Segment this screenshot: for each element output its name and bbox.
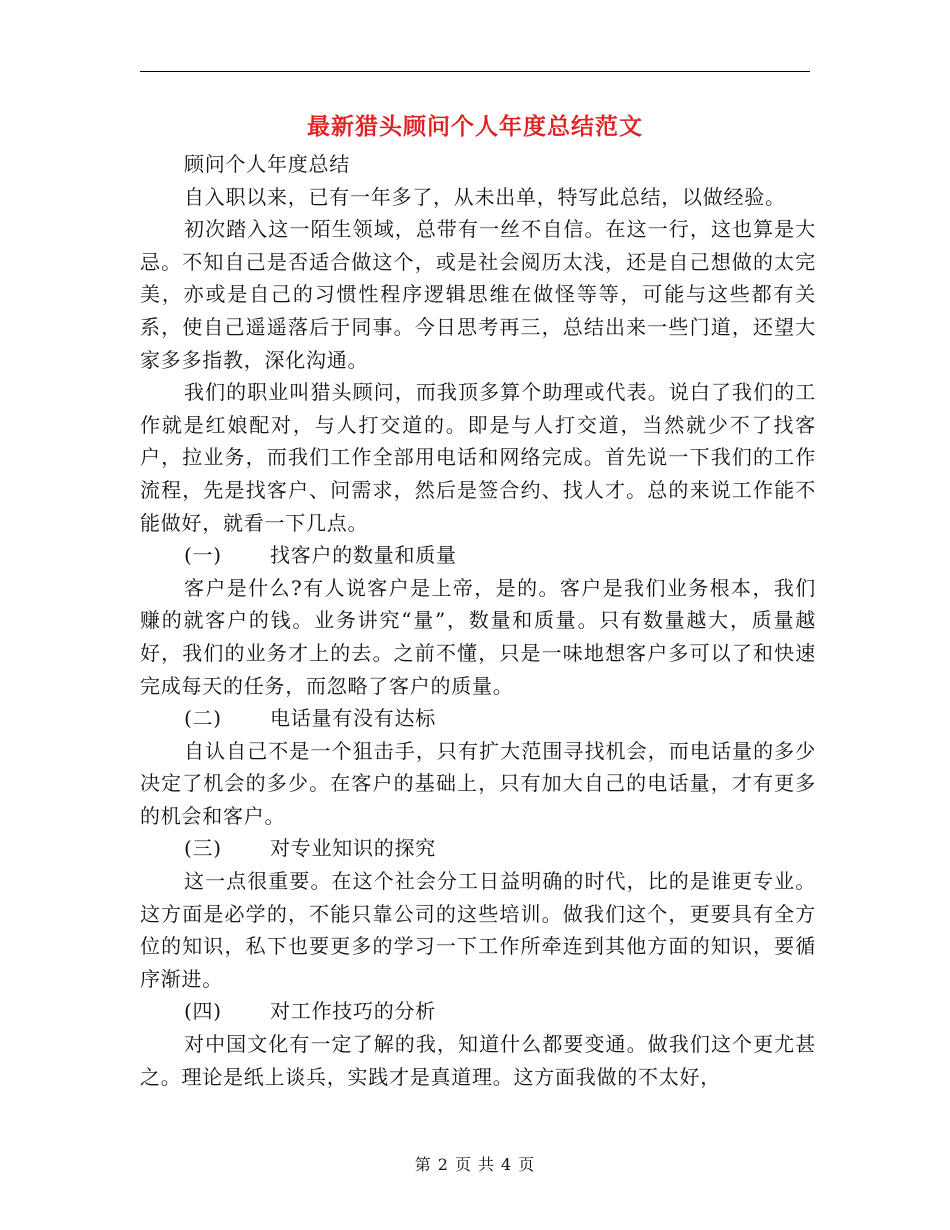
paragraph-subtitle: 顾问个人年度总结 (184, 152, 350, 176)
footer-total-label: 共 (478, 1155, 496, 1174)
section-heading-1 (140, 539, 816, 572)
section-number-1: (一) (184, 543, 222, 568)
document-body (140, 148, 816, 1093)
section-heading-4 (140, 995, 816, 1028)
section-title-1: 找客户的数量和质量 (270, 543, 457, 568)
section-heading-3 (140, 832, 816, 865)
footer-current-page: 2 (437, 1155, 449, 1174)
document-title: 最新猎头顾问个人年度总结范文 (307, 113, 643, 140)
section-number-4: (四) (184, 999, 222, 1024)
section-title-2: 电话量有没有达标 (270, 706, 436, 731)
header-rule (140, 71, 810, 72)
section-3-paragraph: 这一点很重要。在这个社会分工日益明确的时代，比的是谁更专业。这方面是必学的，不能只靠公司的这些培训。做我们这个，更要具有全方位的知识，私下也要更多的学习一下工作所牵连到其他方面的知识，要循序渐进。 (140, 869, 816, 991)
footer-total-unit: 页 (518, 1155, 536, 1174)
section-number-3: (三) (184, 836, 222, 861)
section-2-paragraph: 自认自己不是一个狙击手，只有扩大范围寻找机会，而电话量的多少决定了机会的多少。在客户的基础上，只有加大自己的电话量，才有更多的机会和客户。 (140, 738, 816, 828)
footer-page-unit: 页 (454, 1155, 472, 1174)
page-footer (0, 1153, 950, 1177)
footer-total-pages: 4 (501, 1155, 513, 1174)
section-1-paragraph: 客户是什么?有人说客户是上帝，是的。客户是我们业务根本，我们赚的就客户的钱。业务讲究“量”，数量和质量。只有数量越大，质量越好，我们的业务才上的去。之前不懂，只是一味地想客户多可以了和快速完成每天的任务，而忽略了客户的质量。 (140, 575, 816, 698)
section-number-2: (二) (184, 706, 222, 731)
paragraph-job-description: 我们的职业叫猎头顾问，而我顶多算个助理或代表。说白了我们的工作就是红娘配对，与人打交道的。即是与人打交道，当然就少不了找客户，拉业务，而我们工作全部用电话和网络完成。首先说一下我们的工作流程，先是找客户、问需求，然后是签合约、找人才。总的来说工作能不能做好，就看一下几点。 (140, 380, 816, 535)
section-4-paragraph: 对中国文化有一定了解的我，知道什么都要变通。做我们这个更尤甚之。理论是纸上谈兵，实践才是真道理。这方面我做的不太好， (140, 1032, 816, 1089)
footer-page-label: 第 (414, 1155, 432, 1174)
section-title-4: 对工作技巧的分析 (270, 999, 436, 1024)
paragraph-first-entry: 初次踏入这一陌生领域，总带有一丝不自信。在这一行，这也算是大忌。不知自己是否适合做这个，或是社会阅历太浅，还是自己想做的太完美，亦或是自己的习惯性程序逻辑思维在做怪等等，可能与这些都有关系，使自己遥遥落后于同事。今日思考再三，总结出来一些门道，还望大家多多指教，深化沟通。 (140, 217, 816, 372)
section-title-3: 对专业知识的探究 (270, 836, 436, 861)
section-heading-2 (140, 702, 816, 735)
paragraph-intro: 自入职以来，已有一年多了，从未出单，特写此总结，以做经验。 (184, 184, 786, 209)
